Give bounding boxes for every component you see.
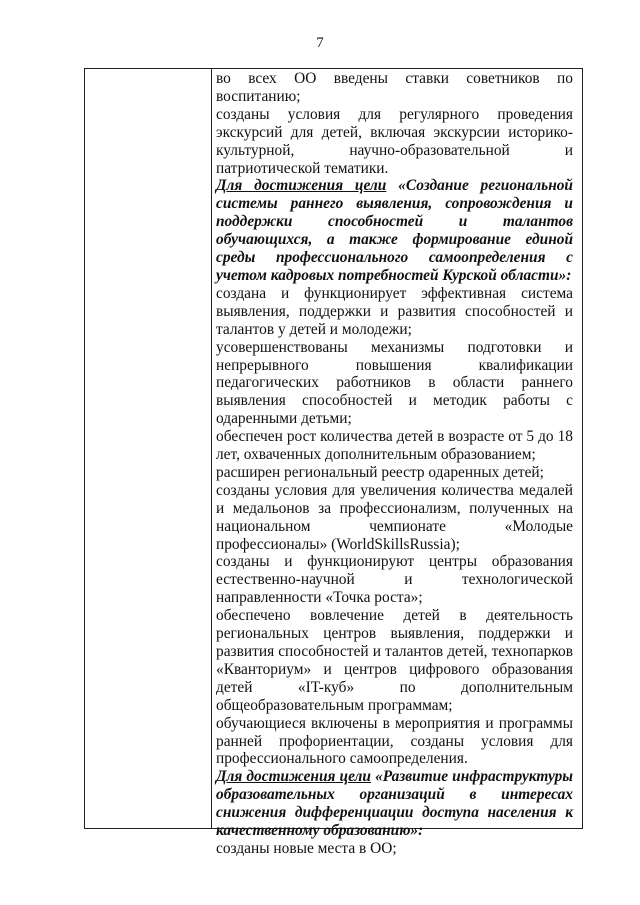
paragraph: созданы новые места в ОО; (216, 839, 397, 857)
page-number: 7 (316, 35, 324, 51)
goal-heading-underlined: Для достижения цели (216, 177, 387, 195)
goal-heading-underlined: Для достижения цели (216, 768, 371, 786)
column-divider (211, 69, 212, 828)
goal-heading-text: «Создание региональной системы раннего выявления, сопровождения и поддержки способностей и талантов обучающихся, а также формирование единой среды профессионального самоопределения с учетом кадровых потребностей Курской области»: (216, 177, 573, 284)
paragraph: обеспечен рост количества детей в возрасте от 5 до 18 лет, охваченных дополнительным образованием; (216, 428, 573, 464)
goal-heading (216, 768, 573, 840)
table-cell-content (216, 70, 573, 858)
paragraph: обучающиеся включены в мероприятия и программы ранней профориентации, созданы условия для профессионального самоопределения. (216, 714, 573, 768)
paragraph: созданы и функционируют центры образования естественно-научной и технологической направленности «Точка роста»; (216, 553, 573, 607)
paragraph: обеспечено вовлечение детей в деятельность региональных центров выявления, поддержки и развития способностей и талантов детей, технопарков «Кванториум» и центров цифрового образования детей «IT-куб» по дополнительным общеобразовательным программам; (216, 607, 573, 714)
goal-heading-text: «Развитие инфраструктуры образовательных организаций в интересах снижения дифференциации доступа населения к качественному образованию»: (216, 768, 573, 840)
paragraph: создана и функционирует эффективная система выявления, поддержки и развития способностей и талантов у детей и молодежи; (216, 284, 573, 338)
paragraph: во всех ОО введены ставки советников по воспитанию; (216, 70, 573, 105)
paragraph: усовершенствованы механизмы подготовки и непрерывного повышения квалификации педагогических работников в области раннего выявления способностей и методик работы с одаренными детьми; (216, 338, 573, 428)
paragraph: созданы условия для увеличения количества медалей и медальонов за профессионализм, полученных на национальном чемпионате «Молодые профессионалы» (WorldSkillsRussia); (216, 481, 573, 553)
goal-heading (216, 177, 573, 284)
paragraph: расширен региональный реестр одаренных детей; (216, 463, 544, 481)
paragraph: созданы условия для регулярного проведения экскурсий для детей, включая экскурсии историко-культурной, научно-образовательной и патриотической тематики. (216, 105, 573, 177)
